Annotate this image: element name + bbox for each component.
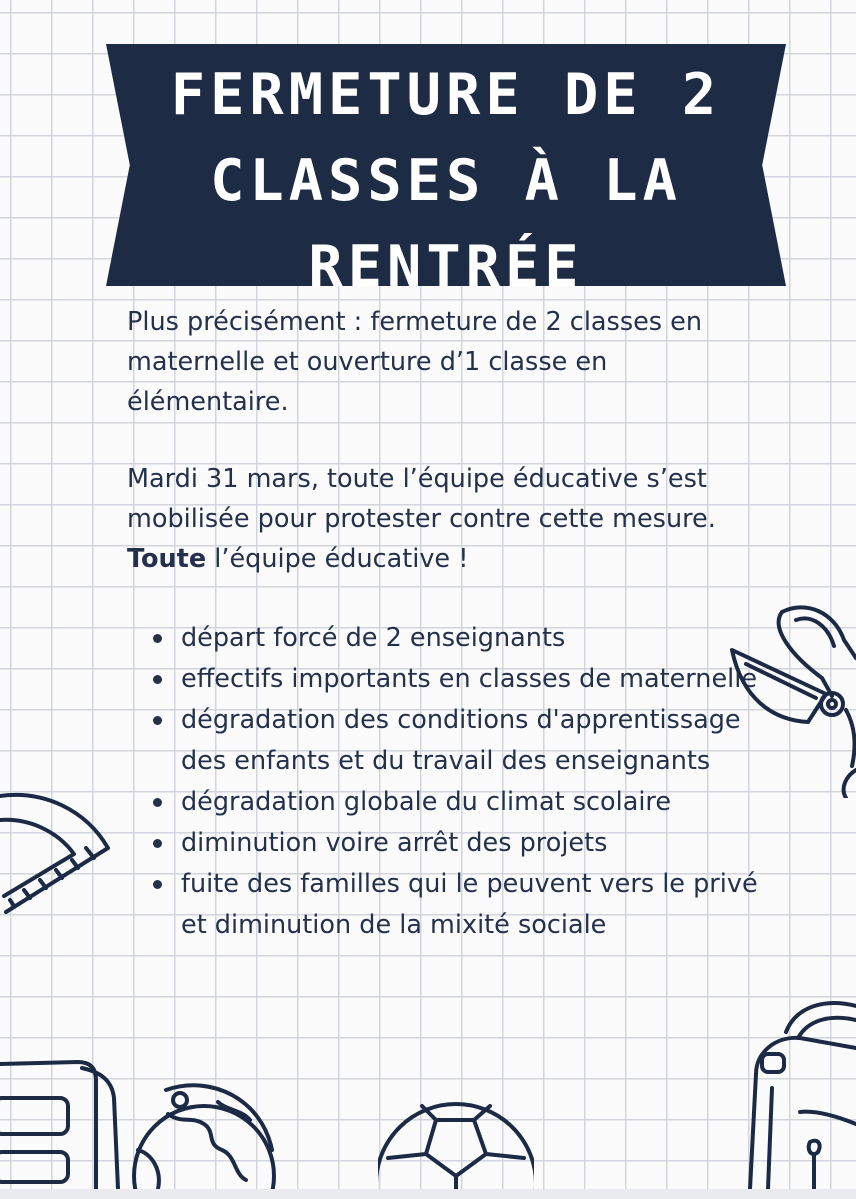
list-item-text: effectifs importants en classes de maternelle — [181, 664, 758, 694]
emphasis-word: Toute — [127, 544, 207, 574]
mobilisation-text: Mardi 31 mars, toute l’équipe éducative s’est mobilisée pour protester contre cette mesure. — [127, 464, 716, 534]
mobilisation-tail: l’équipe éducative ! — [214, 544, 469, 574]
mobilisation-paragraph — [127, 459, 767, 579]
list-item-text: dégradation des conditions d'apprentissage des enfants et du travail des enseignants — [181, 705, 741, 776]
list-item-text: fuite des familles qui le peuvent vers le privé et diminution de la mixité sociale — [181, 869, 758, 940]
bullet-list — [127, 618, 767, 946]
list-item — [181, 782, 767, 823]
list-item — [181, 700, 767, 782]
backpack-icon — [726, 992, 856, 1189]
intro-paragraph: Plus précisément : fermeture de 2 classes en maternelle et ouverture d’1 classe en élémentaire. — [127, 307, 703, 417]
list-item — [181, 823, 767, 864]
list-item-text: dégradation globale du climat scolaire — [181, 787, 672, 817]
scissors-icon — [722, 598, 856, 798]
list-item — [181, 864, 767, 946]
bullet-icon — [153, 716, 162, 725]
globe-icon — [122, 1080, 282, 1189]
bullet-icon — [153, 798, 162, 807]
binder-icon — [0, 1058, 122, 1189]
list-item-text: départ forcé de 2 enseignants — [181, 623, 566, 653]
list-item — [181, 659, 767, 700]
poster-content — [127, 302, 767, 946]
bullet-icon — [153, 839, 162, 848]
list-item — [181, 618, 767, 659]
bullet-icon — [153, 634, 162, 643]
page-title: FERMETURE DE 2 CLASSES À LA RENTRÉE — [170, 62, 722, 300]
poster-bottom-edge — [0, 1189, 856, 1199]
bullet-icon — [153, 675, 162, 684]
bullet-icon — [153, 880, 162, 889]
list-item-text: diminution voire arrêt des projets — [181, 828, 608, 858]
protractor-icon — [0, 780, 115, 920]
ball-icon — [378, 1096, 534, 1189]
